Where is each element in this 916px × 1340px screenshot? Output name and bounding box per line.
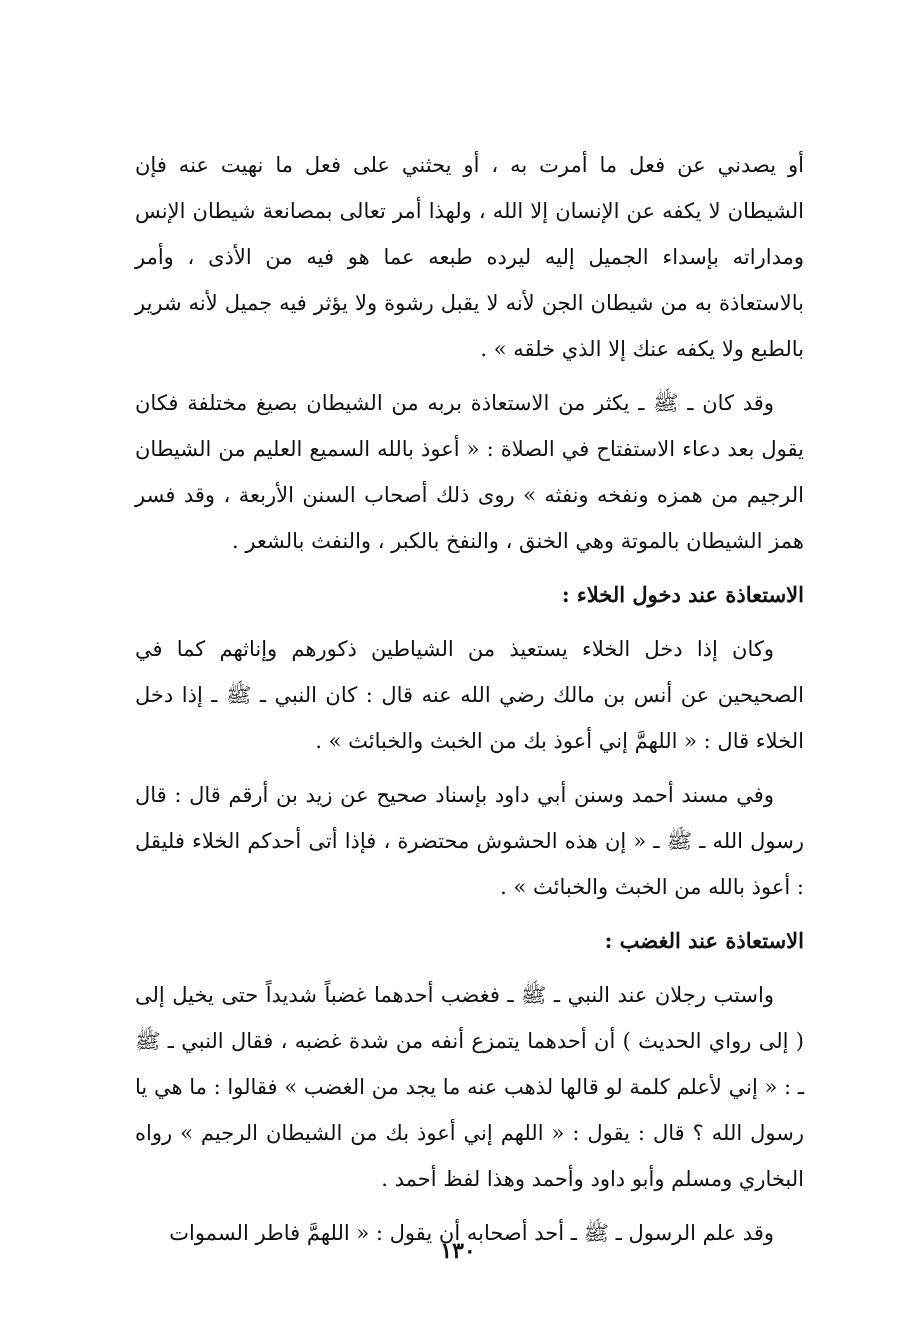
section-heading-khala: الاستعاذة عند دخول الخلاء : (561, 582, 804, 607)
paragraph-3: وكان إذا دخل الخلاء يستعيذ من الشياطين ذكورهم وإناثهم كما في الصحيحين عن أنس بن مالك رضي الله عنه قال : كان النبي ـ ﷺ ـ إذا دخل الخلاء قال : « اللهمَّ إني أعوذ بك من الخبث والخبائث » . (135, 637, 804, 753)
paragraph-5: واستب رجلان عند النبي ـ ﷺ ـ فغضب أحدهما غضباً شديداً حتى يخيل إلى ( إلى رواي الحديث ) أن أحدهما يتمزع أنفه من شدة غضبه ، فقال النبي ـ ﷺ ـ : « إني لأعلم كلمة لو قالها لذهب عنه ما يجد من الغضب » فقالوا : ما هي يا رسول الله ؟ قال : يقول : « اللهم إني أعوذ بك من الشيطان الرجيم » رواه البخاري ومسلم وأبو داود وأحمد وهذا لفظ أحمد . (135, 983, 804, 1191)
section-heading-ghadab: الاستعاذة عند الغضب : (604, 928, 804, 953)
paragraph-6: وقد علم الرسول ـ ﷺ ـ أحد أصحابه أن يقول : « اللهمَّ فاطر السموات (169, 1221, 774, 1245)
paragraph-4: وفي مسند أحمد وسنن أبي داود بإسناد صحيح عن زيد بن أرقم قال : قال رسول الله ـ ﷺ ـ « إن هذه الحشوش محتضرة ، فإذا أتى أحدكم الخلاء فليقل : أعوذ بالله من الخبث والخبائث » . (135, 783, 804, 899)
page-body-text (135, 142, 804, 1256)
page-number: ١٣٠ (440, 1238, 476, 1264)
paragraph-1: أو يصدني عن فعل ما أمرت به ، أو يحثني على فعل ما نهيت عنه فإن الشيطان لا يكفه عن الإنسان إلا الله ، ولهذا أمر تعالى بمصانعة شيطان الإنس ومداراته بإسداء الجميل إليه ليرده طبعه عما هو فيه من الأذى ، وأمر بالاستعاذة به من شيطان الجن لأنه لا يقبل رشوة ولا يؤثر فيه جميل لأنه شرير بالطبع ولا يكفه عنك إلا الذي خلقه » . (135, 153, 804, 361)
paragraph-2: وقد كان ـ ﷺ ـ يكثر من الاستعاذة بربه من الشيطان بصيغ مختلفة فكان يقول بعد دعاء الاستفتاح في الصلاة : « أعوذ بالله السميع العليم من الشيطان الرجيم من همزه ونفخه ونفثه » روى ذلك أصحاب السنن الأربعة ، وقد فسر همز الشيطان بالموتة وهي الخنق ، والنفخ بالكبر ، والنفث بالشعر . (135, 391, 804, 553)
